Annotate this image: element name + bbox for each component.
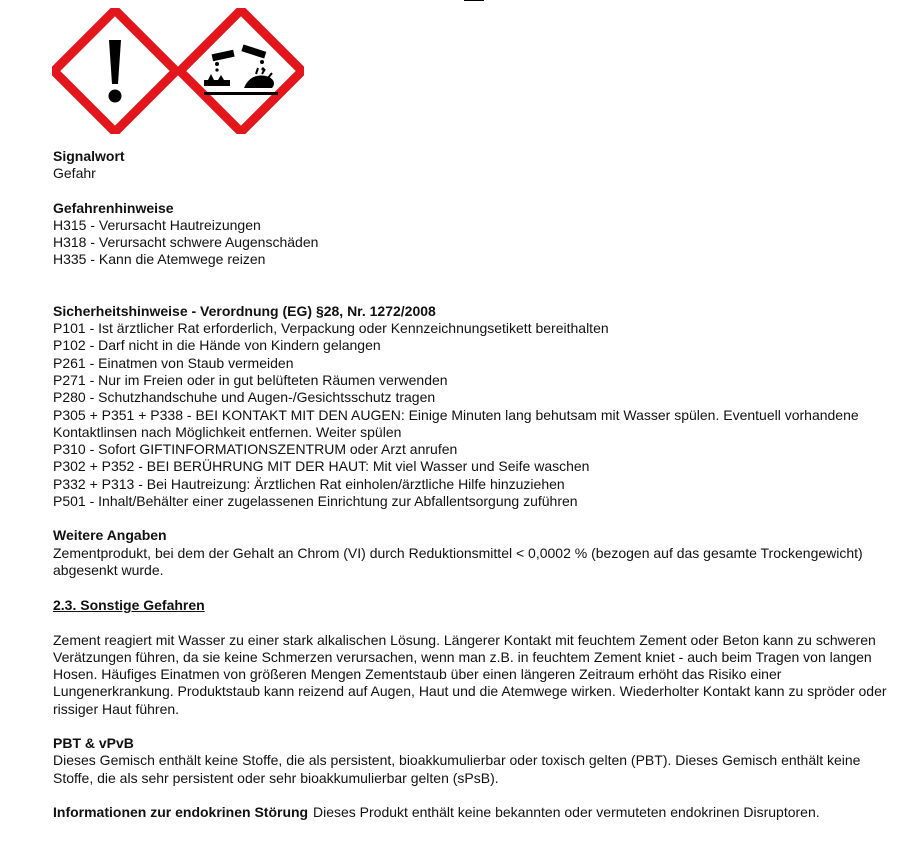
other-hazards-text: Zement reagiert mit Wasser zu einer stark alkalischen Lösung. Längerer Kontakt mit feuchtem Zement oder Beton kann zu schweren Verätzungen führen, da sie keine Schmerzen verursachen, wenn man z.B. in feuchtem Zement kniet - auch beim Tragen von langen Hosen. Häufiges Einatmen von größeren Mengen Zementstaub über einen längeren Zeitraum erhöht das Risiko einer Lungenerkrankung. Produktstaub kann reizend auf Augen, Haut und die Atemwege wirken. Wiederholter Kontakt kann zu spröder oder rissiger Haut führen. <box>53 631 887 717</box>
endocrine-label: Informationen zur endokrinen Störung <box>53 803 309 820</box>
precautionary-statement-item: P302 + P352 - BEI BERÜHRUNG MIT DER HAUT: Mit viel Wasser und Seife waschen <box>53 458 590 475</box>
top-edge-mark <box>464 0 484 1</box>
hazard-statement-item: H315 - Verursacht Hautreizungen <box>53 216 261 233</box>
signal-word-value: Gefahr <box>53 165 96 182</box>
precautionary-statement-item: P101 - Ist ärztlicher Rat erforderlich, Verpackung oder Kennzeichnungsetikett bereithalten <box>53 320 609 337</box>
further-information-text: Zementprodukt, bei dem der Gehalt an Chrom (VI) durch Reduktionsmittel < 0,0002 % (bezogen auf das gesamte Trockengewicht) abgesenkt wurde. <box>53 544 863 578</box>
endocrine-text: Dieses Produkt enthält keine bekannten oder vermuteten endokrinen Disruptoren. <box>313 803 820 820</box>
hazard-statement-item: H318 - Verursacht schwere Augenschäden <box>53 234 319 251</box>
endocrine-section <box>53 804 898 821</box>
other-hazards-section <box>53 597 898 718</box>
precautionary-statement-item: P261 - Einatmen von Staub vermeiden <box>53 354 294 371</box>
corrosion-ghs05-icon <box>180 10 302 132</box>
hazard-statements-section <box>53 200 898 269</box>
precautionary-statement-item: P305 + P351 + P338 - BEI KONTAKT MIT DEN AUGEN: Einige Minuten lang behutsam mit Wasser spülen. Eventuell vorhandene Kontaktlinsen nach Möglichkeit entfernen. Weiter spülen <box>53 406 859 440</box>
exclamation-mark-ghs07-icon <box>54 10 176 132</box>
hazard-statements-heading: Gefahrenhinweise <box>53 199 174 216</box>
precautionary-statement-item: P310 - Sofort GIFTINFORMATIONSZENTRUM oder Arzt anrufen <box>53 441 458 458</box>
pbt-vpvb-heading: PBT & vPvB <box>53 735 134 752</box>
signal-word-heading: Signalwort <box>53 148 125 164</box>
hazard-pictograms <box>52 8 304 134</box>
pbt-vpvb-section <box>53 735 898 787</box>
further-information-heading: Weitere Angaben <box>53 527 167 544</box>
other-hazards-heading: 2.3. Sonstige Gefahren <box>53 597 205 614</box>
pictogram-row <box>52 8 304 134</box>
document-body <box>53 148 898 821</box>
precautionary-statement-item: P332 + P313 - Bei Hautreizung: Ärztlichen Rat einholen/ärztliche Hilfe hinzuziehen <box>53 475 565 492</box>
precautionary-statement-item: P271 - Nur im Freien oder in gut belüfteten Räumen verwenden <box>53 371 448 388</box>
signal-word-section <box>53 148 898 183</box>
precautionary-statement-item: P501 - Inhalt/Behälter einer zugelassenen Einrichtung zur Abfallentsorgung zuführen <box>53 493 578 510</box>
further-information-section <box>53 527 898 579</box>
precautionary-statements-section <box>53 303 898 511</box>
precautionary-statement-item: P280 - Schutzhandschuhe und Augen-/Gesichtsschutz tragen <box>53 389 436 406</box>
hazard-statement-item: H335 - Kann die Atemwege reizen <box>53 251 266 268</box>
precautionary-statements-heading: Sicherheitshinweise - Verordnung (EG) §28, Nr. 1272/2008 <box>53 302 436 319</box>
pbt-vpvb-text: Dieses Gemisch enthält keine Stoffe, die als persistent, bioakkumulierbar oder toxisch gelten (PBT). Dieses Gemisch enthält keine Stoffe, die als sehr persistent oder sehr bioakkumulierbar gelten (sPsB). <box>53 752 861 786</box>
precautionary-statement-item: P102 - Darf nicht in die Hände von Kindern gelangen <box>53 337 381 354</box>
